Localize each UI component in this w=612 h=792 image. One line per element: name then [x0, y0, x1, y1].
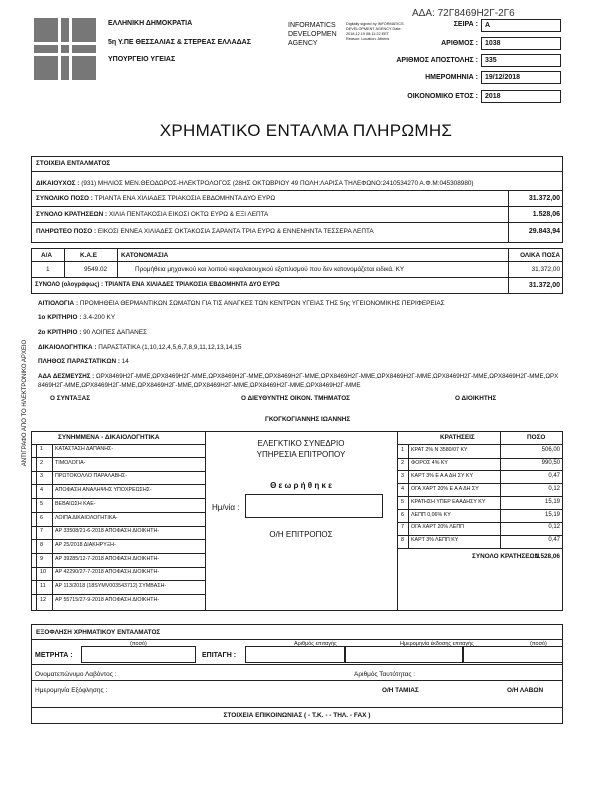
kratisi-number: 1 [401, 447, 405, 453]
synimmena-item: ΑΠΟΦΑΣΗ ΑΝΑΛΗΨΗΣ ΥΠΟΧΡΕΩΣΗΣ- [55, 487, 152, 494]
stoixeia-heading: ΣΤΟΙΧΕΙΑ ΕΝΤΑΛΜΑΤΟΣ [36, 160, 111, 167]
synimmena-item-number: 8 [40, 541, 44, 548]
kratisi-number: 8 [401, 537, 405, 544]
kratisi-label: ΚΡΑΤΗΣΗ ΥΠΕΡ ΕΑΑΔΗΣΥ ΚΥ [411, 498, 486, 505]
ada-desmeusis-row: ΑΔΑ ΔΕΣΜΕΥΣΗΣ : ΩΡΧ8469Η2Γ-ΜΜΕ,ΩΡΧ8469Η2Γ-ΜΜΕ,ΩΡΧ8469Η2Γ-ΜΜΕ,ΩΡΧ8469Η2Γ-ΜΜΕ,ΩΡΧ8469Η2Γ-ΜΜΕ,ΩΡΧ8469Η2Γ-ΜΜΕ,ΩΡΧ8469Η2Γ-ΜΜΕ,ΩΡΧ8469Η2Γ-ΜΜΕ,ΩΡΧ8469Η2Γ-ΜΜΕ,ΩΡΧ8469Η2Γ-ΜΜΕ,ΩΡΧ8469Η2Γ-ΜΜΕ,ΩΡΧ8469Η2Γ-ΜΜΕ,ΩΡΧ8469Η2Γ-ΜΜΕ,ΩΡΧ8469Η2Γ-ΜΜΕ [38, 373, 559, 389]
kratisi-label: ΚΑΡΤ 3% ΛΕΠΠ ΚΥ [411, 537, 459, 544]
metrita-label: ΜΕΤΡΗΤΑ : [35, 652, 73, 659]
side-vertical-text: ΑΝΤΙΓΡΑΦΟ ΑΠΟ ΤΟ ΗΛΕΚΤΡΟΝΙΚΟ ΑΡΧΕΙΟ [22, 339, 28, 467]
synimmena-item: ΠΡΩΤΟΚΟΛΛΟ ΠΑΡΑΛΑΒΗΣ- [55, 473, 128, 480]
kratisi-label: ΛΕΠΠ 0,06% ΚΥ [411, 511, 451, 518]
dieythyntis-label: Ο ΔΙΕΥΘΥΝΤΗΣ ΟΙΚΟΝ. ΤΜΗΜΑΤΟΣ [241, 395, 351, 402]
kratiseis-total-value: 1.528,06 [535, 553, 560, 560]
syntaxas-label: Ο ΣΥΝΤΑΞΑΣ [50, 395, 91, 402]
synimmena-item-number: 9 [40, 555, 44, 562]
synimmena-item-number: 7 [40, 528, 44, 535]
arithmos-value: 1038 [481, 37, 561, 50]
exoflisi-hmer-ekdosis: Ημερομηνία έκδοσης επιταγής [400, 641, 474, 647]
synimmena-item-number: 3 [40, 473, 44, 480]
krathseon-amount: 1.528,06 [532, 211, 560, 218]
date-label: ΗΜΕΡΟΜΗΝΙΑ : [425, 74, 478, 81]
kratiseis-poso-heading: ΠΟΣΟ [527, 434, 546, 441]
kratisi-number: 2 [401, 459, 405, 466]
header-line-3: ΥΠΟΥΡΓΕΙΟ ΥΓΕΙΑΣ [108, 56, 176, 63]
apostolis-value: 335 [481, 54, 561, 67]
onomateponymo-label: Ονοματεπώνυμο Λαβόντος : [35, 671, 117, 678]
tamias-label: Ο/Η ΤΑΜΙΑΣ [382, 687, 419, 694]
agency-line-2: DEVELOPMEN [288, 31, 337, 38]
epitagi-box-3 [463, 646, 563, 663]
exoflisi-arithmos-epitagis: Αριθμός επιταγής [294, 641, 337, 647]
taftotita-label: Αριθμός Ταυτότητας : [354, 671, 416, 678]
dioikitis-label: Ο ΔΙΟΙΚΗΤΗΣ [455, 395, 497, 402]
signer-name: ΓΚΟΓΚΟΓΙΑΝΝΗΣ ΙΩΑΝΝΗΣ [265, 416, 351, 423]
dikaiouxos-row: ΔΙΚΑΙΟΥΧΟΣ : (931) ΜΗΛΙΟΣ ΜΕΝ.ΘΕΟΔΩΡΟΣ-ΗΛΕΚΤΡΟΛΟΓΟΣ (28ΗΣ ΟΚΤΩΒΡΙΟΥ 49 ΠΟΛΗ:ΛΑΡΙΣΑ ΤΗΛΕΦΩΝΟ:2410534270 Α.Φ.Μ:045308980) [36, 180, 474, 187]
kae-row-code: 9549.02 [84, 266, 108, 273]
synimmena-item-number: 5 [40, 500, 44, 507]
synimmena-item: ΑΡ 42290/27-7-2018 ΑΠΟΦΑΣΗ ΔΙΟΙΚΗΤΗ- [55, 569, 160, 576]
synimmena-item-number: 10 [40, 569, 47, 576]
synimmena-item-number: 12 [40, 596, 47, 603]
aitiologia-row: ΑΙΤΙΟΛΟΓΙΑ : ΠΡΟΜΗΘΕΙΑ ΘΕΡΜΑΝΤΙΚΩΝ ΣΩΜΑΤΩΝ ΓΙΑ ΤΙΣ ΑΝΑΓΚΕΣ ΤΩΝ ΚΕΝΤΡΩΝ ΥΓΕΙΑΣ ΤΗΣ 5ης ΥΓΕΙΟΝΟΜΙΚΗΣ ΠΕΡΙΦΕΡΕΙΑΣ [38, 300, 445, 307]
synimmena-item: ΑΡ 55715/27-9-2018 ΑΠΟΦΑΣΗ ΔΙΟΙΚΗΤΗ- [55, 596, 160, 603]
plirotreo-row: ΠΛΗΡΩΤΕΟ ΠΟΣΟ : ΕΙΚΟΣΙ ΕΝΝΕΑ ΧΙΛΙΑΔΕΣ ΟΚΤΑΚΟΣΙΑ ΣΑΡΑΝΤΑ ΤΡΙΑ ΕΥΡΩ & ΕΝΝΕΝΗΝΤΑ ΤΕΣΣΕΡΑ ΛΕΠΤΑ [36, 228, 374, 235]
synimmena-item-number: 1 [40, 446, 44, 452]
kratisi-value: 0,47 [548, 537, 560, 544]
kratisi-value: 0,12 [548, 485, 560, 492]
elegktiko-line-2: ΥΠΗΡΕΣΙΑ ΕΠΙΤΡΟΠΟΥ [256, 450, 346, 459]
kratisi-value: 990,50 [541, 459, 560, 466]
plirotreo-amount: 29.843,94 [528, 228, 560, 235]
synimmena-item: ΑΡ 33508/21-6-2018 ΑΠΟΦΑΣΗ ΔΙΟΙΚΗΤΗ- [55, 528, 160, 535]
kratisi-label: ΚΡΑΤ 2% Ν 3580/07 ΚΥ [411, 447, 468, 453]
epitagi-box-1 [245, 646, 345, 663]
dikaiouxos-value: (931) ΜΗΛΙΟΣ ΜΕΝ.ΘΕΟΔΩΡΟΣ-ΗΛΕΚΤΡΟΛΟΓΟΣ (28ΗΣ ΟΚΤΩΒΡΙΟΥ 49 ΠΟΛΗ:ΛΑΡΙΣΑ ΤΗΛΕΦΩΝΟ:2410534270 Α.Φ.Μ:045308980) [81, 180, 474, 187]
exoflisi-heading: ΕΞΟΦΛΗΣΗ ΧΡΗΜΑΤΙΚΟΥ ΕΝΤΑΛΜΑΤΟΣ [36, 629, 161, 636]
year-label: ΟΙΚΟΝΟΜΙΚΟ ΕΤΟΣ : [407, 93, 478, 100]
synimmena-heading: ΣΥΝΗΜΜΕΝΑ - ΔΙΚΑΙΟΛΟΓΗΤΙΚΑ [58, 434, 160, 441]
synimmena-item: ΚΑΤΑΣΤΑΣΗ ΔΑΠΑΝΗΣ- [55, 446, 114, 452]
logo-cross-icon [34, 18, 96, 80]
synoliko-amount: 31.372,00 [528, 195, 560, 202]
synimmena-item-number: 11 [40, 583, 46, 589]
lavon-label: Ο/Η ΛΑΒΩΝ [507, 687, 544, 694]
dikaiologitika-row: ΔΙΚΑΙΟΛΟΓΗΤΙΚΑ : ΠΑΡΑΣΤΑΤΙΚΑ (1,10,12,4,5,6,7,8,9,11,12,13,14,15 [38, 344, 242, 351]
kratisi-label: ΚΑΡΤ 3% Ε Α Α ΔΗ ΣΥ ΚΥ [411, 472, 473, 479]
kratisi-value: 15,19 [544, 511, 560, 518]
synimmena-item: ΑΡ 39285/12-7-2018 ΑΠΟΦΑΣΗ ΔΙΟΙΚΗΤΗ- [55, 555, 160, 562]
elegktiko-date-label: Ημ/νία : [212, 503, 240, 512]
kae-row-desc: Προμήθεια μηχανικού και λοιπού κεφαλαιουχικού εξοπλισμού που δεν κατονομάζεται ειδικά. ΚΥ [135, 266, 405, 273]
ada-code: ΑΔΑ: 72Γ8469Η2Γ-2Γ6 [412, 8, 515, 19]
synimmena-item-number: 4 [40, 487, 44, 494]
agency-line-3: AGENCY [288, 40, 318, 47]
kratiseis-heading: ΚΡΑΤΗΣΕΙΣ [440, 434, 475, 441]
synimmena-item: ΤΙΜΟΛΟΓΙΑ- [55, 459, 86, 466]
arithmos-label: ΑΡΙΘΜΟΣ : [441, 40, 478, 47]
epitropos-label: Ο/Η ΕΠΙΤΡΟΠΟΣ [269, 530, 333, 539]
plithos-row: ΠΛΗΘΟΣ ΠΑΡΑΣΤΑΤΙΚΩΝ : 14 [38, 358, 129, 365]
apostolis-label: ΑΡΙΘΜΟΣ ΑΠΟΣΤΟΛΗΣ : [396, 57, 478, 64]
seira-value: Α [481, 19, 561, 32]
synimmena-item-number: 6 [40, 514, 44, 521]
footer-contact: ΣΤΟΙΧΕΙΑ ΕΠΙΚΟΙΝΩΝΙΑΣ ( - Τ.Κ. - - ΤΗΛ. - FAX ) [223, 712, 371, 719]
kae-header-kae: Κ.Α.Ε [80, 252, 98, 259]
kae-row-amount: 31.372,00 [531, 266, 560, 273]
header-line-2: 5η Υ.ΠΕ ΘΕΣΣΑΛΙΑΣ & ΣΤΕΡΕΑΣ ΕΛΛΑΔΑΣ [108, 39, 251, 46]
kratisi-number: 7 [401, 524, 405, 531]
kratisi-value: 0,12 [548, 524, 560, 531]
digital-signature-text: Digitally signed by INFORMATICS DEVELOPMENT AGENCY Date: 2018.12.19 08:11:22 EET Reason: Location: Athens [346, 22, 404, 41]
elegktiko-line-1: ΕΛΕΓΚΤΙΚΟ ΣΥΝΕΔΡΙΟ [257, 439, 345, 448]
seira-label: ΣΕΙΡΑ : [453, 21, 478, 28]
kae-row-aa: 1 [46, 266, 50, 273]
synimmena-item-number: 2 [40, 459, 44, 466]
kratisi-label: ΟΓΑ ΧΑΡΤ 20% ΛΕΠΠ [411, 524, 464, 531]
synimmena-item: ΑΡ 25/2018 ΔΙΑΚΗΡΥΞΗ- [55, 541, 116, 548]
kratisi-label: ΦΟΡΟΣ 4% ΚΥ [411, 459, 448, 466]
kae-header-aa: Α/Α [41, 252, 53, 259]
theorithike-label: Θ ε ω ρ ή θ η κ ε [270, 481, 332, 490]
kratisi-number: 3 [401, 472, 405, 479]
kratisi-value: 15,19 [544, 498, 560, 505]
exoflisi-poso-1: (ποσό) [130, 641, 147, 647]
hmer-exoflisis-label: Ημερομηνία Εξόφλησης : [35, 687, 108, 694]
kritirio-2-row: 2ο ΚΡΙΤΗΡΙΟ : 90 ΛΟΙΠΕΣ ΔΑΠΑΝΕΣ [38, 329, 148, 336]
epitagi-label: ΕΠΙΤΑΓΗ : [202, 652, 237, 659]
synimmena-item: ΒΕΒΑΙΩΣΗ ΚΑΕ- [55, 500, 96, 507]
kritirio-1-row: 1ο ΚΡΙΤΗΡΙΟ : 3.4-200 ΚΥ [38, 314, 116, 321]
kae-header-olika: ΟΛΙΚΑ ΠΟΣΑ [520, 252, 560, 259]
kratisi-value: 506,00 [541, 447, 560, 453]
kae-header-katonomasia: ΚΑΤΟΝΟΜΑΣΙΑ [121, 252, 169, 259]
year-value: 2018 [481, 90, 561, 103]
kratisi-number: 6 [401, 511, 405, 518]
kratisi-number: 5 [401, 498, 405, 505]
kratiseis-total-label: ΣΥΝΟΛΟ ΚΡΑΤΗΣΕΩΝ [472, 553, 540, 560]
page-title: ΧΡΗΜΑΤΙΚΟ ΕΝΤΑΛΜΑ ΠΛΗΡΩΜΗΣ [159, 121, 453, 140]
kae-total-amount: 31.372,00 [528, 282, 560, 289]
krathseon-row: ΣΥΝΟΛΟ ΚΡΑΤΗΣΕΩΝ : ΧΙΛΙΑ ΠΕΝΤΑΚΟΣΙΑ ΕΙΚΟΣΙ ΟΚΤΩ ΕΥΡΩ & ΕΞΙ ΛΕΠΤΑ [36, 211, 269, 218]
date-value: 19/12/2018 [481, 71, 561, 84]
elegktiko-date-box [245, 494, 383, 518]
kratisi-value: 0,47 [548, 472, 560, 479]
header-line-1: ΕΛΛΗΝΙΚΗ ΔΗΜΟΚΡΑΤΙΑ [108, 20, 193, 27]
synimmena-item: ΛΟΙΠΑ ΔΙΚΑΙΟΛΟΓΗΤΙΚΑ- [55, 514, 118, 521]
metrita-box [81, 646, 196, 663]
epitagi-box-2 [345, 646, 463, 663]
kratisi-label: ΟΓΑ ΧΑΡΤ 20% Ε Α Α ΔΗ ΣΥ [411, 485, 479, 492]
synoliko-row: ΣΥΝΟΛΙΚΟ ΠΟΣΟ : ΤΡΙΑΝΤΑ ΕΝΑ ΧΙΛΙΑΔΕΣ ΤΡΙΑΚΟΣΙΑ ΕΒΔΟΜΗΝΤΑ ΔΥΟ ΕΥΡΩ [36, 195, 276, 202]
exoflisi-poso-2: (ποσό) [530, 641, 547, 647]
kratisi-number: 4 [401, 485, 405, 492]
agency-line-1: INFORMATICS [288, 22, 336, 29]
synimmena-item: ΑΡ 113/2018 (18SYMV003543712) ΣΥΜΒΑΣΗ- [55, 583, 167, 589]
kae-total-label: ΣΥΝΟΛΟ (ολογράφως) : ΤΡΙΑΝΤΑ ΕΝΑ ΧΙΛΙΑΔΕΣ ΤΡΙΑΚΟΣΙΑ ΕΒΔΟΜΗΝΤΑ ΔΥΟ ΕΥΡΩ [35, 282, 280, 288]
